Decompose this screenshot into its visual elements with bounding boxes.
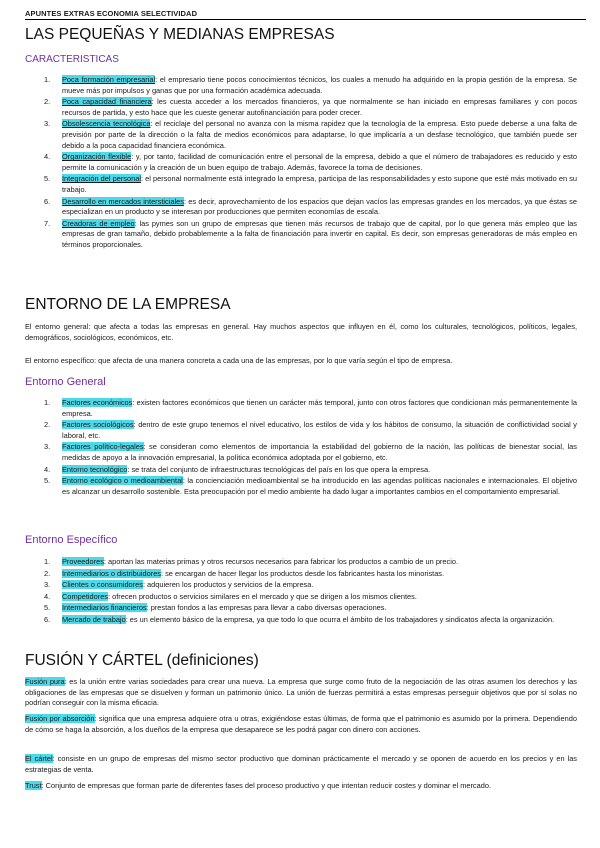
list-item: 3. Factores político-legales: se consideran como elementos de importancia la estabilidad del gobierno de la nación, las políticas de bienestar social, las medidas de apoyo a la innovación empresarial, la política económica adoptada por el gobierno, etc.	[44, 442, 577, 462]
main-title: LAS PEQUEÑAS Y MEDIANAS EMPRESAS	[25, 26, 335, 43]
list-item: 1. Poca formación empresarial: el empresario tiene pocos conocimientos técnicos, los cuales a menudo ha adquirido en la propia gestión de la empresa. Se mueve más por impulsos y ganas que por una formación académica adecuada.	[44, 75, 577, 95]
term-highlight: Entorno tecnológico	[62, 464, 128, 474]
term-highlight: Trust	[25, 781, 42, 790]
term-highlight: Mercado de trabajo	[62, 614, 126, 624]
list-item: 6. Mercado de trabajo: es un elemento básico de la empresa, ya que todo lo que ocurra el ámbito de los trabajadores y sindicatos afecta la organización.	[44, 614, 555, 624]
term-highlight: Desarrollo en mercados intersticiales	[62, 196, 184, 206]
term-highlight: Fusión pura	[25, 677, 65, 686]
list-item: 1. Factores económicos: existen factores económicos que tienen un carácter más temporal, junto con otros factores que condicionan más permanentemente la empresa.	[44, 398, 578, 418]
entorno-especifico-heading: Entorno Específico	[25, 534, 118, 546]
term-highlight: Poca formación empresarial	[62, 75, 156, 84]
list-item: 5. Entorno ecológico o medioambiental: la concienciación medioambiental se ha introducido en las agendas políticas nacionales e internacionales. El objetivo es alcanzar un desarrollo sostenible. Esta preocupación por el medio ambiente ha dado lugar a importantes cambios en el comportamiento empresarial.	[44, 476, 577, 496]
term-highlight: Competidores	[62, 591, 109, 601]
caracteristicas-list	[25, 75, 577, 252]
term-highlight: Entorno ecológico o medioambiental	[62, 476, 183, 486]
definition-trust: Trust: Conjunto de empresas que forman parte de diferentes fases del proceso productivo y que intentan reducir costes y dominar el mercado.	[25, 781, 491, 790]
list-item: 2. Intermediarios o distribuidores: se encargan de hacer llegar los productos desde los fabricantes hasta los minoristas.	[44, 568, 445, 578]
list-item: 4. Entorno tecnológico: se trata del conjunto de infraestructuras tecnológicas del país en los que opera la empresa.	[44, 464, 431, 474]
entorno-general-heading: Entorno General	[25, 376, 106, 388]
list-item: 3. Obsolescencia tecnológica: el reciclaje del personal no avanza con la misma rapidez que la tecnología de la empresa. Esto puede deberse a una falta de previsión por parte de la dirección o la falta de medios económicos para adaptarse, lo que implicaría a un desfase tecnológico, que también puede ser debido a la poca capacidad financiera económica.	[44, 119, 577, 150]
term-highlight: Proveedores	[62, 557, 104, 566]
term-highlight: Clientes o consumidores	[62, 580, 143, 590]
entorno-title: ENTORNO DE LA EMPRESA	[25, 296, 231, 313]
entorno-especifico-paragraph: El entorno específico: que afecta de una manera concreta a cada una de las empresas, por lo que varía según el tipo de empresa.	[25, 356, 453, 365]
list-item: 7. Creadoras de empleo: las pymes son un grupo de empresas que tienen más recursos de trabajo que de capital, por lo que genera más empleo que las empresas de gran tamaño, debido probablemente a la falta de financiación para invertir en capital. Es decir, son empresas generadoras de más empleo en términos proporcionales.	[44, 218, 577, 249]
term-highlight: Creadoras de empleo	[62, 218, 135, 228]
definition-fusion-absorcion: Fusión por absorción: significa que una empresa adquiere otra u otras, exigiéndose estas últimas, de forma que el patrimonio es asumido por la primera. Dependiendo de cómo se haga la absorción, a los dueños de la empresa que desaparece se les podrá pagar con dinero con acciones.	[25, 714, 577, 734]
list-item: 4. Competidores: ofrecen productos o servicios similares en el mercado y que se dirigen a los mismos clientes.	[44, 591, 417, 601]
term-highlight: Organización flexible	[62, 152, 132, 162]
caracteristicas-heading: CARACTERISTICAS	[25, 54, 119, 65]
list-item: 5. Integración del personal: el personal normalmente está integrado la empresa, participa de las responsabilidades y esto supone que esté más motivado en su trabajo.	[44, 174, 577, 194]
term-highlight: Intermediarios financieros	[62, 603, 147, 613]
entorno-general-list	[25, 398, 577, 498]
list-item: 2. Factores sociológicos: dentro de este grupo tenemos el nivel educativo, los estilos de vida y los hábitos de consumo, la situación de conflictividad social y laboral, etc.	[44, 420, 577, 440]
definition-cartel: El cártel: consiste en un grupo de empresas del mismo sector productivo que dominan prácticamente el mercado y se oponen de acuerdo en los precios y en las estrategias de venta.	[25, 754, 577, 774]
list-item: 5. Intermediarios financieros: prestan fondos a las empresas para llevar a cabo diversas operaciones.	[44, 603, 387, 613]
list-item: 6. Desarrollo en mercados intersticiales: es decir, aprovechamiento de los espacios que dejan vacíos las empresas grandes en los mercados, ya que éstas se especializan en un producto y se interesan por producciones que permiten economías de escala.	[44, 196, 577, 217]
term-highlight: Obsolescencia tecnológica	[62, 119, 151, 129]
term-highlight: Fusión por absorción	[25, 714, 95, 723]
term-highlight: Factores económicos	[62, 398, 133, 407]
list-item: 4. Organización flexible: y, por tanto, facilidad de comunicación entre el personal de la empresa, debido a que el número de trabajadores es reducido y esto permite la comunicación y la creación de un buen equipo de trabajo. Además, favorece la toma de decisiones.	[44, 152, 577, 172]
term-highlight: Factores sociológicos	[62, 420, 134, 430]
term-highlight: El cártel	[25, 754, 53, 763]
term-highlight: Integración del personal	[62, 174, 141, 184]
term-highlight: Factores político-legales	[62, 442, 144, 452]
list-item: 2. Poca capacidad financiera: les cuesta acceder a los mercados financieros, ya que normalmente se han iniciado en empresas familiares y con pocos recursos de partida, y esto hace que les cueste generar autofinanciación para poder crecer.	[44, 97, 577, 117]
definition-fusion-pura: Fusión pura: es la unión entre varias sociedades para crear una nueva. La empresa que surge como fruto de la negociación de las otras asumen los derechos y las obligaciones de las empresas que se disuelven y forman un patrimonio único. La unión de fuerzas permitirá a estas empresas perseguir objetivos que por sí solas no podrían conseguir con la misma eficacia.	[25, 677, 577, 708]
fusion-title: FUSIÓN Y CÁRTEL (definiciones)	[25, 652, 259, 669]
list-item: 1. Proveedores: aportan las materias primas y otros recursos necesarios para fabricar los productos a cambio de un precio.	[44, 557, 459, 566]
term-highlight: Poca capacidad financiera	[62, 97, 152, 107]
list-item: 3. Clientes o consumidores: adquieren los productos y servicios de la empresa.	[44, 580, 314, 590]
entorno-general-paragraph: El entorno general: que afecta a todas las empresas en general. Hay muchos aspectos que influyen en él, como los culturales, tecnológicos, políticos, legales, demográficos, sociológicos, económicos, etc.	[25, 322, 577, 342]
page-header: APUNTES EXTRAS ECONOMIA SELECTIVIDAD	[25, 9, 586, 20]
term-highlight: Intermediarios o distribuidores	[62, 568, 161, 578]
entorno-especifico-list	[25, 557, 577, 627]
